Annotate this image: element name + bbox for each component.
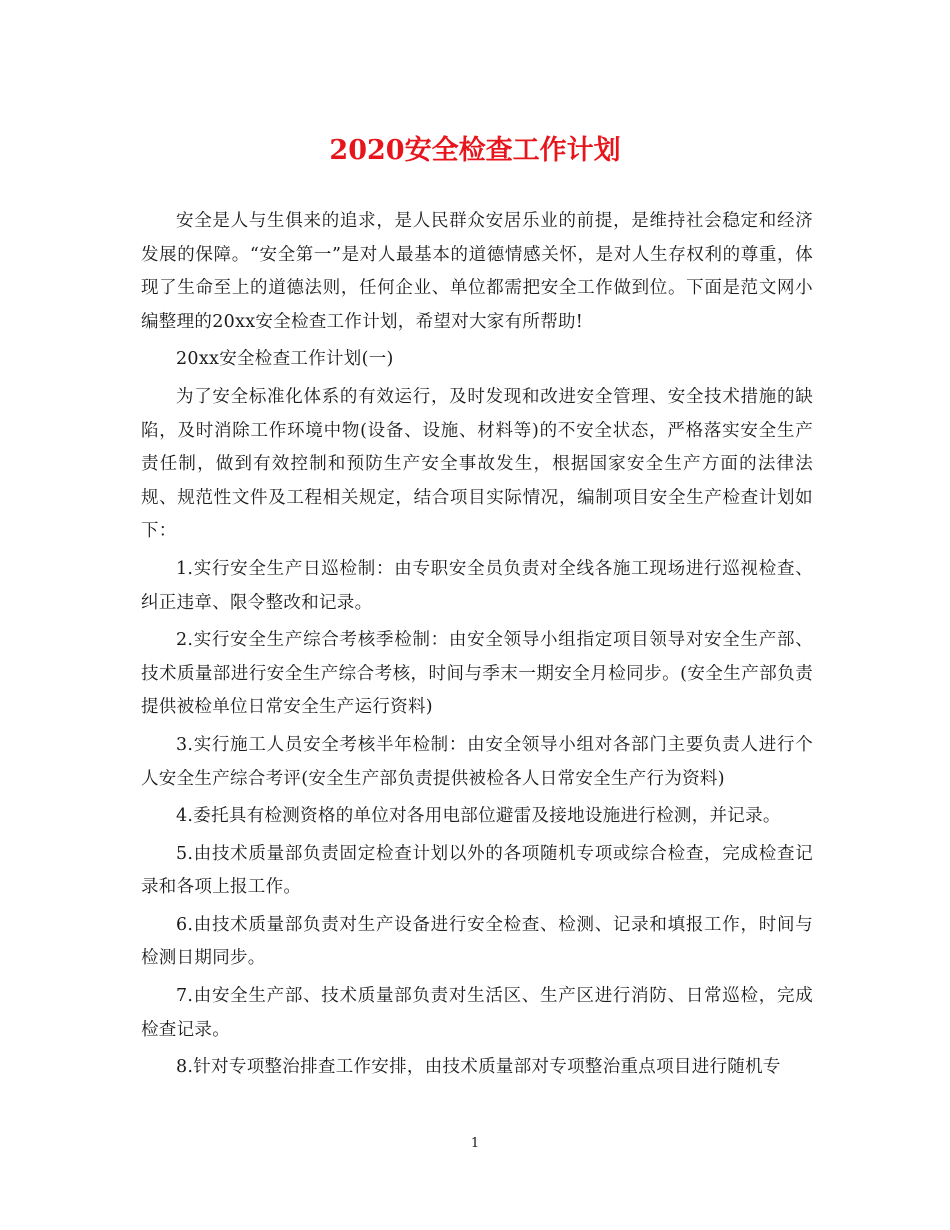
paragraph-intro: 安全是人与生俱来的追求，是人民群众安居乐业的前提，是维持社会稳定和经济发展的保障。“安全第一”是对人最基本的道德情感关怀，是对人生存权利的尊重，体现了生命至上的道德法则，任何企业、单位都需把安全工作做到位。下面是范文网小编整理的20xx安全检查工作计划，希望对大家有所帮助! <box>141 211 813 332</box>
paragraph-item-4: 4.委托具有检测资格的单位对各用电部位避雷及接地设施进行检测，并记录。 <box>176 806 781 827</box>
document-title: 2020安全检查工作计划 <box>329 135 621 166</box>
paragraph-item-6: 6.由技术质量部负责对生产设备进行安全检查、检测、记录和填报工作，时间与检测日期同步。 <box>141 914 813 969</box>
paragraph-item-7: 7.由安全生产部、技术质量部负责对生活区、生产区进行消防、日常巡检，完成检查记录。 <box>141 986 813 1040</box>
page-number: 1 <box>470 1136 480 1151</box>
paragraph-item-5: 5.由技术质量部负责固定检查计划以外的各项随机专项或综合检查，完成检查记录和各项上报工作。 <box>141 843 813 898</box>
paragraph-section-heading: 20xx安全检查工作计划(一) <box>176 349 394 370</box>
paragraph-purpose: 为了安全标准化体系的有效运行，及时发现和改进安全管理、安全技术措施的缺陷，及时消除工作环境中物(设备、设施、材料等)的不安全状态，严格落实安全生产责任制，做到有效控制和预防生产安全事故发生，根据国家安全生产方面的法律法规、规范性文件及工程相关规定，结合项目实际情况，编制项目安全生产检查计划如下： <box>141 386 813 542</box>
document-body <box>141 205 813 1085</box>
paragraph-item-8: 8.针对专项整治排查工作安排，由技术质量部对专项整治重点项目进行随机专 <box>176 1057 781 1078</box>
paragraph-item-2: 2.实行安全生产综合考核季检制：由安全领导小组指定项目领导对安全生产部、技术质量部进行安全生产综合考核，时间与季末一期安全月检同步。(安全生产部负责提供被检单位日常安全生产运行资料) <box>141 630 813 718</box>
paragraph-item-1: 1.实行安全生产日巡检制：由专职安全员负责对全线各施工现场进行巡视检查、纠正违章、限令整改和记录。 <box>141 558 813 613</box>
paragraph-item-3: 3.实行施工人员安全考核半年检制：由安全领导小组对各部门主要负责人进行个人安全生产综合考评(安全生产部负责提供被检各人日常安全生产行为资料) <box>141 734 813 789</box>
